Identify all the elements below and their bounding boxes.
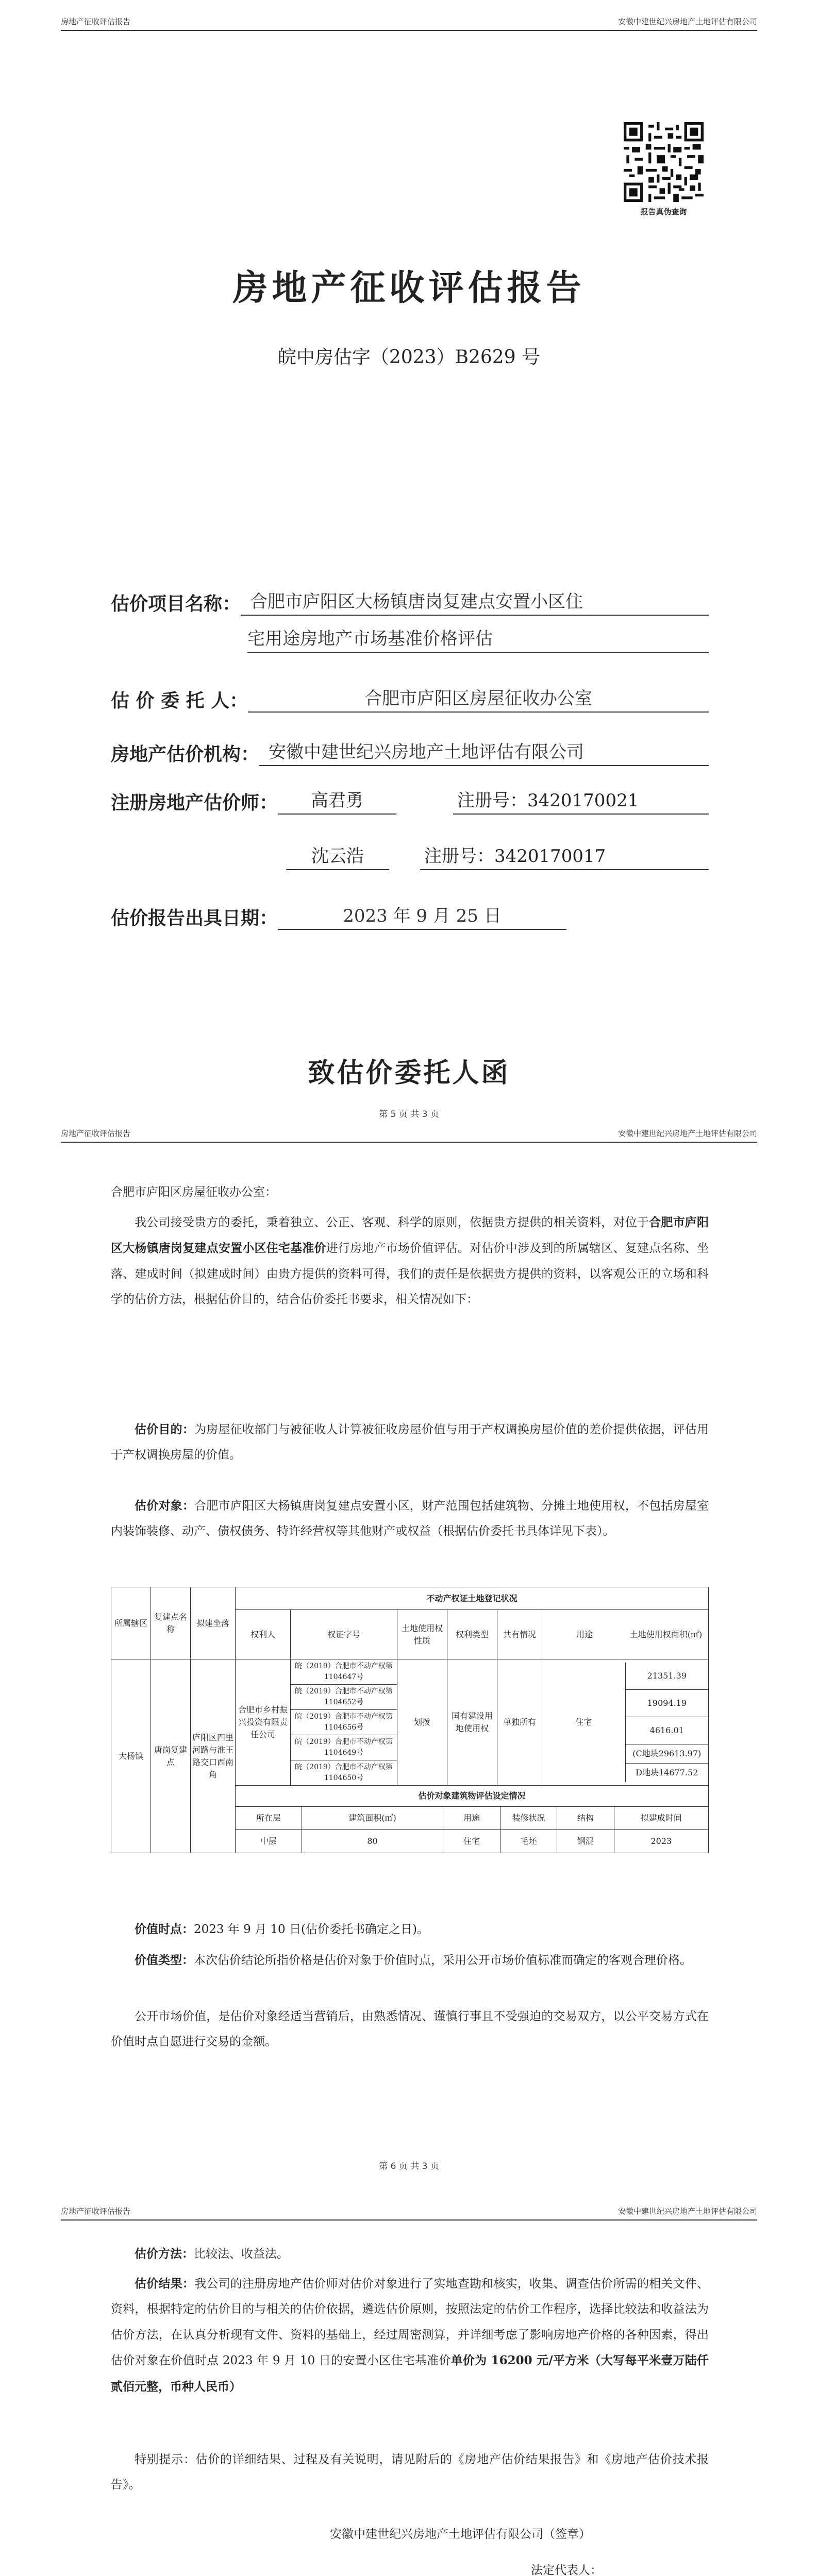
page-header — [61, 2205, 757, 2221]
td-area-2: 19094.19 — [626, 1690, 709, 1717]
bh-floor: 所在层 — [236, 1807, 302, 1829]
signature-representative: 法定代表人： — [531, 2564, 602, 2576]
bv-floor: 中层 — [236, 1830, 302, 1853]
th-purpose-and-area — [542, 1610, 709, 1659]
value-date-paragraph — [111, 1917, 709, 1942]
appraiser-1 — [278, 786, 709, 815]
td-area-1: 21351.39 — [626, 1663, 709, 1690]
th-district: 所属辖区 — [111, 1587, 151, 1659]
value-type-paragraph — [111, 1947, 709, 1973]
page-header — [61, 1127, 757, 1143]
purpose-label: 估价目的： — [135, 1422, 195, 1436]
appraisal-object-table — [111, 1587, 709, 1853]
intro-paragraph — [111, 1210, 709, 1313]
td-cert-2: 皖（2019）合肥市不动产权第1104652号 — [291, 1685, 397, 1710]
header-right: 安徽中建世纪兴房地产土地评估有限公司 — [617, 17, 757, 26]
bh-year: 拟建成时间 — [640, 1813, 682, 1823]
header-left: 房地产征收评估报告 — [61, 17, 131, 26]
cover-page — [0, 0, 818, 1030]
td-cert-3: 皖（2019）合肥市不动产权第1104656号 — [291, 1710, 397, 1735]
agency-row — [111, 738, 709, 766]
purpose-text: 为房屋征收部门与被征收人计算被征收房屋价值与用于产权调换房屋价值的差价提供依据，评估用于产权调换房屋的价值。 — [111, 1423, 709, 1462]
td-land-use: 划拨 — [397, 1659, 447, 1786]
td-cert-4: 皖（2019）合肥市不动产权第1104649号 — [291, 1735, 397, 1760]
report-date-label: 估价报告出具日期： — [111, 907, 278, 929]
page-number: 第 5 页 共 3 页 — [379, 1109, 439, 1120]
method-text: 比较法、收益法。 — [194, 2247, 289, 2261]
vdate-label: 价值时点： — [135, 1922, 194, 1936]
result-text: 我公司的注册房地产估价师对估价对象进行了实地查勘和核实，收集、调查估价所需的相关文件、资料，根据特定的估价目的与相关的估价依据，遴选估价原则，按照法定的估价工作程序，选择比较法和收益法为估价方法，在认真分析现有文件、资料的基础上，经过周密测算，并详细考虑了影响房地产价格的各种因素，得出估价对象在价值时点 2023 年 9 月 10 日的安置小区住宅基准价 — [111, 2277, 709, 2368]
object-text: 合肥市庐阳区大杨镇唐岗复建点安置小区，财产范围包括建筑物、分摊土地使用权，不包括房屋室内装饰装修、动产、债权债务、特许经营权等其他财产或权益（根据估价委托书具体详见下表）。 — [111, 1499, 709, 1538]
appraiser-2-reg: 注册号：3420170017 — [420, 842, 709, 870]
appraiser-row-1 — [111, 786, 709, 815]
bv-year: 2023 — [650, 1836, 672, 1846]
qr-caption: 报告真伪查询 — [640, 207, 687, 216]
project-name-row — [111, 587, 709, 616]
agency-label: 房地产估价机构： — [111, 743, 260, 765]
th-area: 土地使用权面积(㎡) — [629, 1629, 703, 1639]
method-paragraph — [111, 2241, 709, 2267]
report-date-row — [111, 902, 709, 930]
intro-c: 进行房地产市场价值评估。对估价中涉及到的所属辖区、复建点名称、坐落、建成时间（拟建成时间）由贵方提供的资料可得，我们的责任是依据贵方提供的资料，以客观公正的立场和科学的估价方法，根据估价目的，结合估价委托书要求，相关情况如下： — [111, 1242, 709, 1307]
project-label: 估价项目名称： — [111, 593, 241, 615]
th-site: 复建点名称 — [151, 1587, 191, 1659]
intro-a: 我公司接受贵方的委托，秉着独立、公正、客观、科学的原则，依据贵方提供的相关资料，对位于 — [135, 1216, 649, 1229]
special-note: 特别提示：估价的详细结果、过程及有关说明，请见附后的《房地产估价结果报告》和《房地产估价技术报告》。 — [111, 2453, 709, 2492]
signature-company: 安徽中建世纪兴房地产土地评估有限公司（签章） — [330, 2528, 591, 2541]
header-left: 房地产征收评估报告 — [61, 1129, 131, 1138]
bh-deco: 装修状况 — [500, 1807, 557, 1829]
bv-area: 80 — [302, 1830, 444, 1853]
td-purpose: 住宅 — [542, 1663, 626, 1782]
client-value: 合肥市庐阳区房屋征收办公室 — [248, 684, 709, 713]
th-share: 共有情况 — [497, 1610, 542, 1659]
appraiser-2-name: 沈云浩 — [286, 842, 389, 870]
document-number: 皖中房估字（2023）B2629 号 — [277, 347, 541, 368]
client-row — [111, 684, 709, 713]
td-location: 庐阳区四里河路与淮王路交口西南角 — [191, 1659, 236, 1853]
client-label: 估 价 委 托 人： — [111, 690, 248, 711]
td-cert-5: 皖（2019）合肥市不动产权第1104650号 — [291, 1760, 397, 1786]
td-district: 大杨镇 — [111, 1659, 151, 1853]
object-label: 估价对象： — [135, 1499, 195, 1513]
project-value-line1: 合肥市庐阳区大杨镇唐岗复建点安置小区住 — [241, 587, 709, 616]
letter-page-3 — [0, 2205, 818, 2576]
td-purpose-areas — [542, 1659, 709, 1786]
bh-struct: 结构 — [557, 1807, 614, 1829]
th-holder: 权利人 — [236, 1610, 291, 1659]
appraiser-1-reg: 注册号：3420170021 — [453, 786, 709, 815]
th-land-use: 土地使用权性质 — [397, 1610, 447, 1659]
intro-b: 合肥市庐阳区大杨镇唐岗复建点安置小区住宅基准价 — [111, 1215, 709, 1256]
th-cert-no: 权证字号 — [291, 1610, 397, 1659]
bv-deco: 毛坯 — [500, 1830, 557, 1853]
td-holder: 合肥市乡村振兴投资有限责任公司 — [236, 1659, 291, 1786]
method-label: 估价方法： — [135, 2247, 194, 2261]
result-paragraph — [111, 2271, 709, 2400]
agency-value: 安徽中建世纪兴房地产土地评估有限公司 — [259, 738, 709, 766]
td-right-type: 国有建设用地使用权 — [447, 1659, 497, 1786]
building-title: 估价对象建筑物评估设定情况 — [236, 1786, 708, 1807]
appraiser-1-name: 高君勇 — [278, 786, 396, 815]
bh-area: 建筑面积(㎡) — [302, 1807, 444, 1829]
th-right-type: 权利类型 — [447, 1610, 497, 1659]
appraiser-row-2 — [286, 842, 709, 870]
letter-page-2 — [0, 1123, 818, 2205]
bv-struct: 钢混 — [557, 1830, 614, 1853]
vtype-label: 价值类型： — [135, 1953, 194, 1967]
result-label: 估价结果： — [135, 2277, 195, 2291]
page-number: 第 6 页 共 3 页 — [379, 2161, 439, 2172]
qr-code-icon[interactable] — [624, 122, 704, 202]
header-right: 安徽中建世纪兴房地产土地评估有限公司 — [617, 2207, 757, 2216]
th-location: 拟建坐落 — [191, 1587, 236, 1659]
report-title: 房地产征收评估报告 — [232, 267, 586, 309]
building-subtable — [236, 1786, 709, 1853]
td-site: 唐岗复建点 — [151, 1659, 191, 1853]
appraiser-label: 注册房地产估价师： — [111, 792, 278, 814]
page-header — [61, 15, 757, 31]
result-price-words: （大写每平米壹万陆仟贰佰元整，币种人民币） — [111, 2353, 709, 2394]
header-left: 房地产征收评估报告 — [61, 2207, 131, 2216]
th-registration: 不动产权证土地登记状况 — [236, 1587, 709, 1610]
td-cert-1: 皖（2019）合肥市不动产权第1104647号 — [291, 1659, 397, 1685]
header-right: 安徽中建世纪兴房地产土地评估有限公司 — [617, 1129, 757, 1138]
letter-title: 致估价委托人函 — [308, 1057, 510, 1089]
bh-use: 用途 — [443, 1807, 500, 1829]
report-date-value: 2023 年 9 月 25 日 — [278, 902, 566, 930]
project-value-line2: 宅用途房地产市场基准价格评估 — [247, 624, 709, 653]
market-value-paragraph: 公开市场价值，是估价对象经适当营销后，由熟悉情况、谨慎行事且不受强迫的交易双方，以公平交易方式在价值时点自愿进行交易的金额。 — [111, 2010, 709, 2049]
salutation: 合肥市庐阳区房屋征收办公室： — [111, 1185, 277, 1199]
td-area-3: 4616.01 — [626, 1717, 709, 1744]
purpose-paragraph — [111, 1417, 709, 1468]
td-area-4: (C地块29613.97) — [626, 1744, 709, 1764]
vdate-text: 2023 年 9 月 10 日(估价委托书确定之日)。 — [194, 1923, 429, 1936]
td-share: 单独所有 — [497, 1659, 542, 1786]
vtype-text: 本次估价结论所指价格是估价对象于价值时点，采用公开市场价值标准而确定的客观合理价格。 — [194, 1954, 692, 1967]
project-name-row2 — [247, 624, 709, 653]
td-area-5: D地块14677.52 — [636, 1768, 698, 1777]
th-purpose: 用途 — [576, 1629, 593, 1639]
bv-use: 住宅 — [443, 1830, 500, 1853]
appraiser-2 — [286, 842, 709, 870]
result-price: 单价为 16200 元/平方米 — [450, 2353, 589, 2368]
object-paragraph — [111, 1493, 709, 1545]
